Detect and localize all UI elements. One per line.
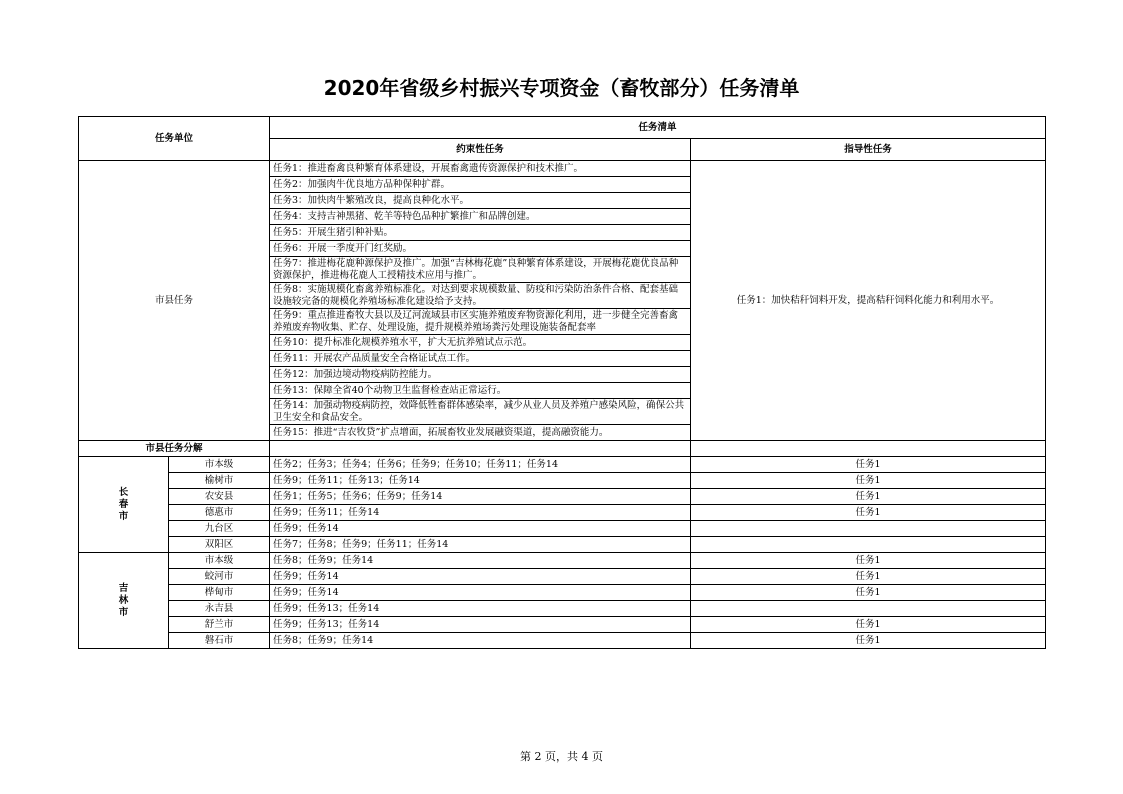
district-name: 市本级 xyxy=(169,457,270,473)
city-name-char: 长 xyxy=(118,486,129,498)
district-name: 农安县 xyxy=(169,489,270,505)
district-binding-tasks: 任务8；任务9；任务14 xyxy=(270,553,691,569)
district-binding-tasks: 任务9；任务14 xyxy=(270,521,691,537)
city-name-char: 市 xyxy=(118,510,129,522)
task-table xyxy=(78,116,1046,649)
binding-task-item: 任务12：加强边境动物疫病防控能力。 xyxy=(270,367,691,383)
binding-task-item: 任务10：提升标准化规模养殖水平，扩大无抗养殖试点示范。 xyxy=(270,335,691,351)
district-binding-tasks: 任务9；任务11；任务14 xyxy=(270,505,691,521)
district-binding-tasks: 任务1；任务5；任务6；任务9；任务14 xyxy=(270,489,691,505)
district-binding-tasks: 任务8；任务9；任务14 xyxy=(270,633,691,649)
city-name xyxy=(79,553,169,649)
district-name: 德惠市 xyxy=(169,505,270,521)
city-name-char: 吉 xyxy=(118,582,129,594)
header-binding: 约束性任务 xyxy=(270,139,691,161)
city-name xyxy=(79,457,169,553)
binding-task-item: 任务8：实施规模化畜禽养殖标准化。对达到要求规模数量、防疫和污染防治条件合格、配套基础设施较完备的规模化养殖场标准化建设给予支持。 xyxy=(270,283,691,309)
district-binding-tasks: 任务9；任务13；任务14 xyxy=(270,617,691,633)
district-binding-tasks: 任务9；任务14 xyxy=(270,569,691,585)
district-guiding-tasks: 任务1 xyxy=(691,457,1046,473)
district-binding-tasks: 任务2；任务3；任务4；任务6；任务9；任务10；任务11；任务14 xyxy=(270,457,691,473)
binding-task-item: 任务14：加强动物疫病防控，效降低牲畜群体感染率，减少从业人员及养殖户感染风险，确保公共卫生安全和食品安全。 xyxy=(270,399,691,425)
district-name: 舒兰市 xyxy=(169,617,270,633)
district-guiding-tasks: 任务1 xyxy=(691,569,1046,585)
district-guiding-tasks: 任务1 xyxy=(691,553,1046,569)
district-guiding-tasks: 任务1 xyxy=(691,489,1046,505)
district-name: 九台区 xyxy=(169,521,270,537)
district-binding-tasks: 任务9；任务13；任务14 xyxy=(270,601,691,617)
district-name: 蛟河市 xyxy=(169,569,270,585)
header-unit: 任务单位 xyxy=(79,117,270,161)
binding-task-item: 任务5：开展生猪引种补贴。 xyxy=(270,225,691,241)
county-task-label: 市县任务 xyxy=(79,161,270,441)
city-name-char: 林 xyxy=(118,594,129,606)
breakdown-label: 市县任务分解 xyxy=(79,441,270,457)
city-name-char: 市 xyxy=(118,606,129,618)
binding-task-item: 任务4：支持吉神黑猪、乾羊等特色品种扩繁推广和品牌创建。 xyxy=(270,209,691,225)
district-guiding-tasks xyxy=(691,521,1046,537)
district-name: 双阳区 xyxy=(169,537,270,553)
district-guiding-tasks xyxy=(691,601,1046,617)
district-guiding-tasks: 任务1 xyxy=(691,633,1046,649)
guiding-task-item: 任务1：加快秸秆饲料开发，提高秸秆饲料化能力和利用水平。 xyxy=(691,161,1046,441)
header-guiding: 指导性任务 xyxy=(691,139,1046,161)
binding-task-item: 任务11：开展农产品质量安全合格证试点工作。 xyxy=(270,351,691,367)
district-guiding-tasks: 任务1 xyxy=(691,585,1046,601)
binding-task-item: 任务2：加强肉牛优良地方品种保种扩群。 xyxy=(270,177,691,193)
binding-task-item: 任务6：开展一季度开门红奖励。 xyxy=(270,241,691,257)
district-guiding-tasks: 任务1 xyxy=(691,473,1046,489)
district-name: 榆树市 xyxy=(169,473,270,489)
binding-task-item: 任务1：推进畜禽良种繁育体系建设，开展畜禽遗传资源保护和技术推广。 xyxy=(270,161,691,177)
district-guiding-tasks: 任务1 xyxy=(691,505,1046,521)
header-task-list: 任务清单 xyxy=(270,117,1046,139)
city-name-char: 春 xyxy=(118,498,129,510)
binding-task-item: 任务13：保障全省40个动物卫生监督检查站正常运行。 xyxy=(270,383,691,399)
binding-task-item: 任务9：重点推进畜牧大县以及辽河流域县市区实施养殖废弃物资源化利用，进一步健全完善畜禽养殖废弃物收集、贮存、处理设施，提升规模养殖场粪污处理设施装备配套率 xyxy=(270,309,691,335)
district-name: 桦甸市 xyxy=(169,585,270,601)
district-binding-tasks: 任务7；任务8；任务9；任务11；任务14 xyxy=(270,537,691,553)
district-binding-tasks: 任务9；任务11；任务13；任务14 xyxy=(270,473,691,489)
district-binding-tasks: 任务9；任务14 xyxy=(270,585,691,601)
district-name: 永吉县 xyxy=(169,601,270,617)
page-title: 2020年省级乡村振兴专项资金（畜牧部分）任务清单 xyxy=(323,76,800,100)
page-footer: 第 2 页，共 4 页 xyxy=(520,750,603,763)
binding-task-item: 任务3：加快肉牛繁殖改良，提高良种化水平。 xyxy=(270,193,691,209)
binding-task-item: 任务15：推进“吉农牧贷”扩点增面，拓展畜牧业发展融资渠道，提高融资能力。 xyxy=(270,425,691,441)
district-guiding-tasks: 任务1 xyxy=(691,617,1046,633)
district-guiding-tasks xyxy=(691,537,1046,553)
district-name: 市本级 xyxy=(169,553,270,569)
binding-task-item: 任务7：推进梅花鹿种源保护及推广。加强“吉林梅花鹿”良种繁育体系建设，开展梅花鹿优良品种资源保护，推进梅花鹿人工授精技术应用与推广。 xyxy=(270,257,691,283)
district-name: 磐石市 xyxy=(169,633,270,649)
